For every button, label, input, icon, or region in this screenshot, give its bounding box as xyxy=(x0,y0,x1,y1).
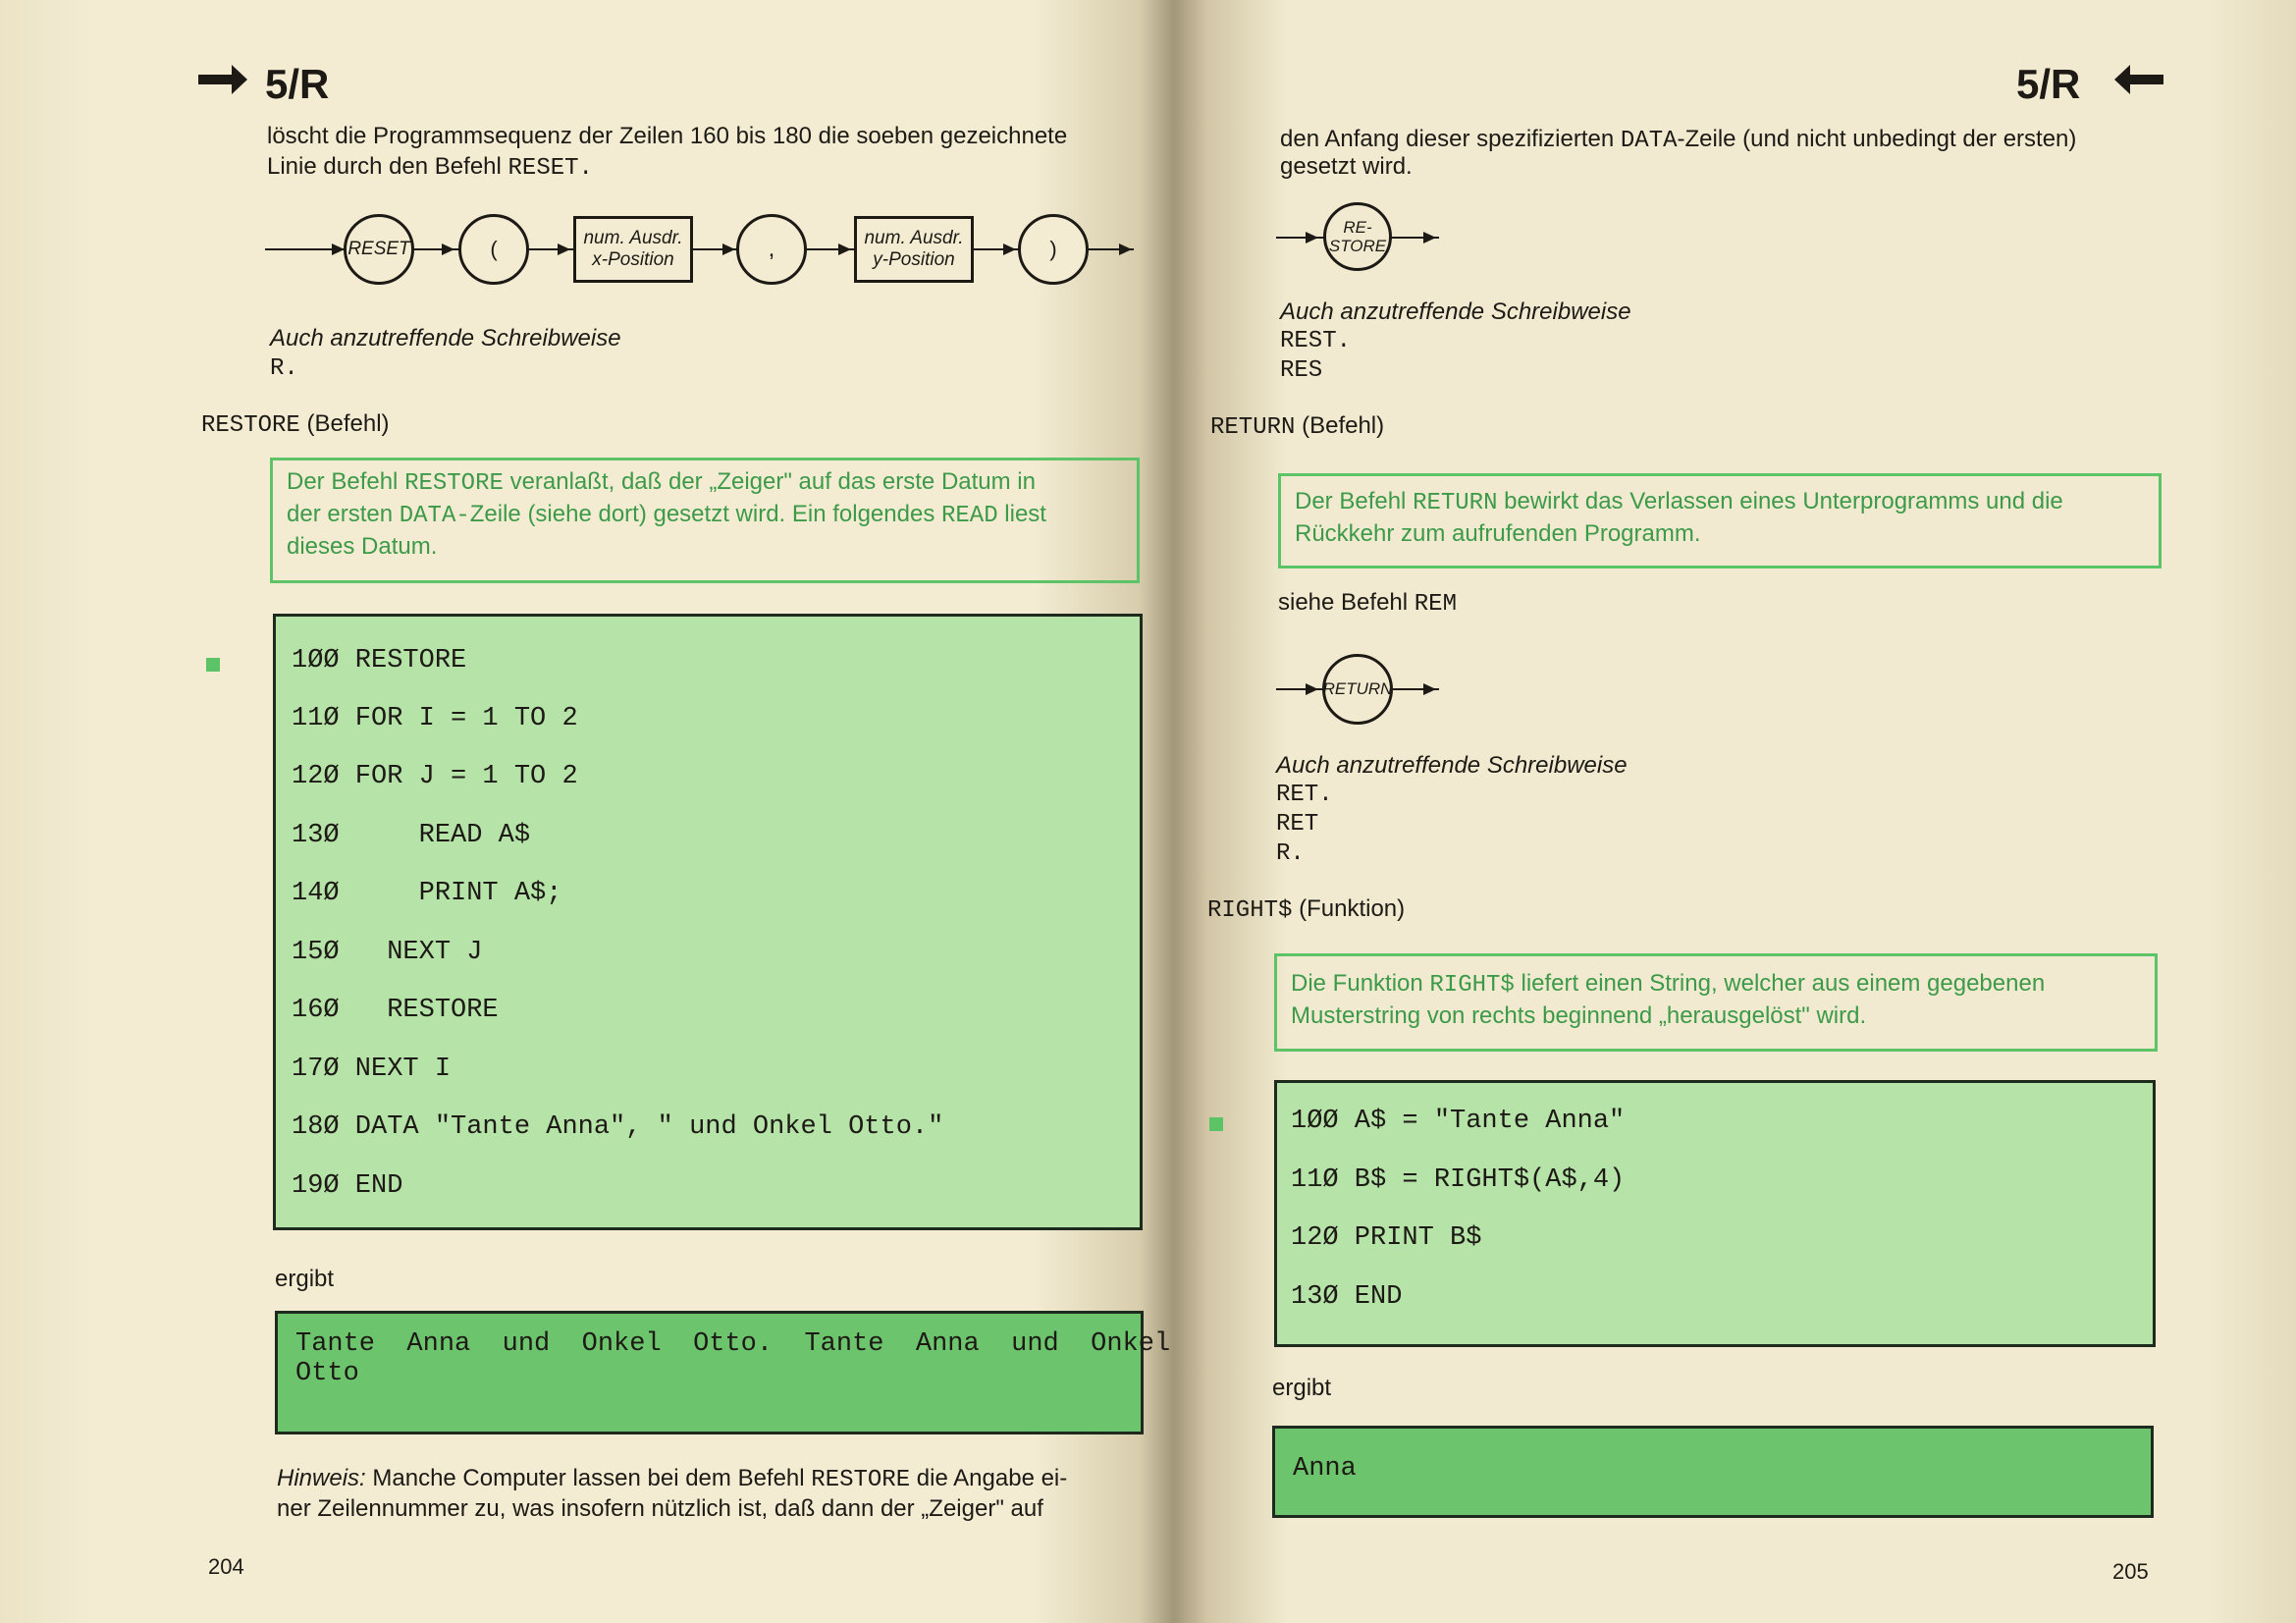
restore-definition-box xyxy=(270,458,1140,583)
arrowhead-icon xyxy=(442,243,454,255)
x-position-box xyxy=(573,216,693,283)
box-label: num. Ausdr. xyxy=(583,228,683,248)
box-label: x-Position xyxy=(592,249,674,270)
arrow-right-icon xyxy=(198,75,234,84)
page-number-right: 205 xyxy=(2112,1559,2149,1584)
arrowhead-icon xyxy=(1306,683,1318,695)
right-keyword: RIGHT$ xyxy=(1207,897,1293,924)
code-line: 13Ø READ A$ xyxy=(292,821,531,850)
left-intro-line-1: löscht die Programmsequenz der Zeilen 160 bis 180 die soeben gezeichnete xyxy=(267,123,1068,149)
restore-circle-label: STORE xyxy=(1328,237,1387,255)
box-label: num. Ausdr. xyxy=(864,228,964,248)
right-alt-heading-1: Auch anzutreffende Schreibweise xyxy=(1280,298,1631,325)
right-alt-value: R. xyxy=(1276,840,1305,867)
arrowhead-icon xyxy=(1423,683,1436,695)
note-line: Rückkehr zum aufrufenden Programm. xyxy=(1295,520,1701,547)
restore-type: (Befehl) xyxy=(306,410,390,437)
hint-label: Hinweis: xyxy=(277,1465,366,1491)
intro-text: Linie durch den Befehl xyxy=(267,153,502,180)
note-line: Der Befehl RESTORE veranlaßt, daß der „Zeiger" auf das erste Datum in xyxy=(287,468,1036,497)
left-ergibt-label: ergibt xyxy=(275,1266,335,1292)
right-alt-value: RET. xyxy=(1276,782,1333,808)
right-alt-value: RET xyxy=(1276,811,1319,838)
right-func-entry-heading xyxy=(1207,893,1405,926)
right-intro-line-2: gesetzt wird. xyxy=(1280,153,1413,180)
return-definition-box xyxy=(1278,473,2162,568)
return-entry-heading xyxy=(1210,410,1384,443)
close-paren-circle xyxy=(1018,214,1089,285)
restore-circle xyxy=(1323,202,1392,271)
arrowhead-icon xyxy=(1119,243,1132,255)
arrowhead-icon xyxy=(1423,232,1436,243)
code-line: 18Ø DATA "Tante Anna", " und Onkel Otto." xyxy=(292,1112,944,1142)
open-paren-label: ( xyxy=(490,237,498,261)
box-label: y-Position xyxy=(873,249,955,270)
return-circle xyxy=(1322,654,1393,725)
return-keyword: RETURN xyxy=(1210,414,1296,441)
left-alt-value: R. xyxy=(270,355,298,382)
arrow-left-icon xyxy=(2128,75,2163,84)
hint-line-2: ner Zeilennummer zu, was insofern nützlich ist, daß dann der „Zeiger" auf xyxy=(277,1495,1043,1522)
right-intro-line-1: den Anfang dieser spezifizierten DATA-Zeile (und nicht unbedingt der ersten) xyxy=(1280,126,2077,154)
restore-code-listing xyxy=(273,614,1143,1230)
code-line: 16Ø RESTORE xyxy=(292,996,499,1025)
y-position-box xyxy=(854,216,974,283)
hint-line-1: Hinweis: Manche Computer lassen bei dem Befehl RESTORE die Angabe ei- xyxy=(277,1465,1068,1493)
right-code-listing xyxy=(1274,1080,2156,1347)
code-line: 14Ø PRINT A$; xyxy=(292,879,562,908)
note-line: Die Funktion RIGHT$ liefert einen String, welcher aus einem gegebenen xyxy=(1291,970,2046,999)
code-line: 1ØØ A$ = "Tante Anna" xyxy=(1291,1107,1626,1136)
comma-label: , xyxy=(768,236,775,262)
output-line: Otto xyxy=(295,1359,359,1388)
right-output-box xyxy=(1272,1426,2154,1518)
code-line: 11Ø FOR I = 1 TO 2 xyxy=(292,704,578,733)
code-line: 15Ø NEXT J xyxy=(292,938,483,967)
code-line: 19Ø END xyxy=(292,1171,403,1201)
right-alt-heading-2: Auch anzutreffende Schreibweise xyxy=(1276,752,1628,779)
right-ergibt-label: ergibt xyxy=(1272,1375,1332,1401)
right-alt-value: RES xyxy=(1280,357,1323,384)
right-alt-value: REST. xyxy=(1280,328,1352,354)
code-line: 12Ø FOR J = 1 TO 2 xyxy=(292,762,578,791)
restore-output-box xyxy=(275,1311,1171,1434)
code-line: 11Ø B$ = RIGHT$(A$,4) xyxy=(1291,1165,1626,1195)
code-line: 1ØØ RESTORE xyxy=(292,646,467,676)
code-line: 13Ø END xyxy=(1291,1282,1403,1312)
comma-circle xyxy=(736,214,807,285)
right-page xyxy=(1174,0,2296,1623)
note-line: der ersten DATA-Zeile (siehe dort) gesetzt wird. Ein folgendes READ liest xyxy=(287,501,1046,529)
arrowhead-icon xyxy=(838,243,851,255)
see-also-rem: siehe Befehl REM xyxy=(1278,589,1457,618)
right-type: (Funktion) xyxy=(1299,895,1406,922)
page-number-left: 204 xyxy=(208,1554,244,1579)
example-marker-icon xyxy=(206,658,220,672)
arrowhead-icon xyxy=(1306,232,1318,243)
close-paren-label: ) xyxy=(1049,237,1057,261)
example-marker-icon xyxy=(1209,1117,1223,1131)
code-line: 17Ø NEXT I xyxy=(292,1055,452,1084)
restore-entry-heading xyxy=(201,408,390,441)
right-definition-box xyxy=(1274,953,2158,1052)
left-alt-heading: Auch anzutreffende Schreibweise xyxy=(270,325,621,352)
right-header: 5/R xyxy=(2016,61,2081,107)
left-intro-line-2 xyxy=(267,151,593,184)
restore-keyword: RESTORE xyxy=(201,412,300,439)
reset-label: RESET xyxy=(347,239,410,259)
note-line: dieses Datum. xyxy=(287,533,438,560)
restore-circle-label: RE- xyxy=(1343,218,1372,237)
note-line: Der Befehl RETURN bewirkt das Verlassen eines Unterprogramms und die xyxy=(1295,488,2063,516)
return-circle-label: RETURN xyxy=(1322,679,1393,698)
arrowhead-icon xyxy=(722,243,735,255)
note-line: Musterstring von rechts beginnend „herausgelöst" wird. xyxy=(1291,1002,1867,1029)
arrowhead-icon xyxy=(558,243,570,255)
left-header: 5/R xyxy=(265,61,330,107)
return-type: (Befehl) xyxy=(1302,412,1385,439)
output-line: Anna xyxy=(1293,1454,1357,1484)
reset-keyword: RESET. xyxy=(507,155,593,182)
reset-circle xyxy=(344,214,414,285)
arrowhead-icon xyxy=(1003,243,1016,255)
output-line: Tante Anna und Onkel Otto. Tante Anna und Onkel xyxy=(295,1329,1171,1359)
code-line: 12Ø PRINT B$ xyxy=(1291,1223,1482,1253)
open-paren-circle xyxy=(458,214,529,285)
